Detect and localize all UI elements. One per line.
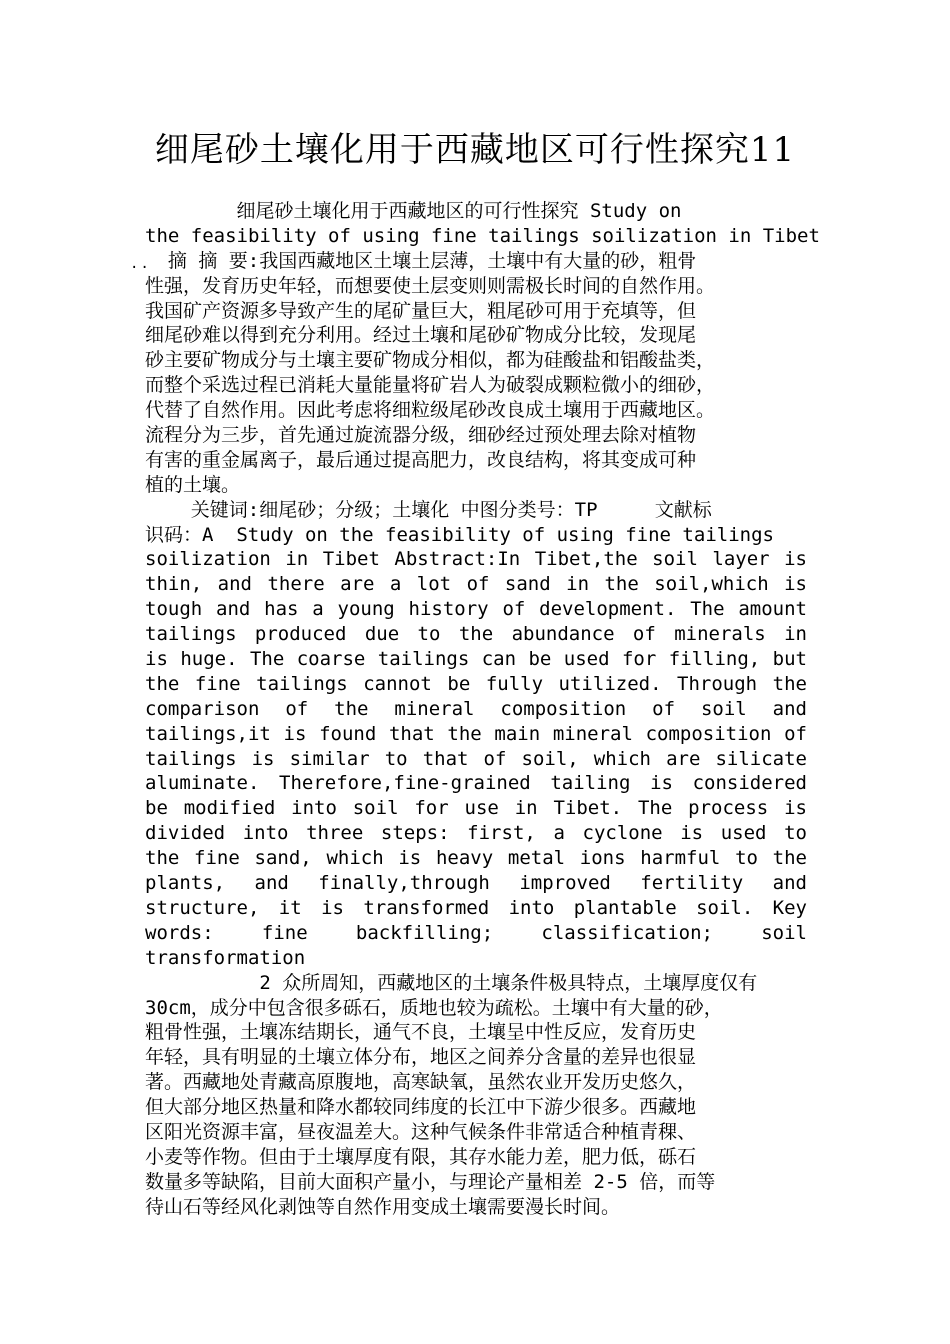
text-line: 流程分为三步，首先通过旋流器分级，细砂经过预处理去除对植物 [145,424,697,447]
text-line: be modified into soil for use in Tibet. The process is [145,797,807,820]
text-line: aluminate. Therefore,fine-grained tailing is considered [145,772,807,795]
text-line: 30cm，成分中包含很多砾石，质地也较为疏松。土壤中有大量的砂， [145,996,723,1019]
text-line: 我国矿产资源多导致产生的尾矿量巨大，粗尾砂可用于充填等，但 [145,299,697,322]
text-line: tailings produced due to the abundance of minerals in [145,623,807,646]
text-line: comparison of the mineral composition of soil and [145,697,807,720]
text-line: words: fine backfilling; classification; soil [145,921,807,944]
text-line: the feasibility of using fine tailings soilization in Tibet [145,224,820,247]
document-title: 细尾砂土壤化用于西藏地区可行性探究11 [154,130,796,170]
text-line: thin, and there are a lot of sand in the soil,which is [145,573,807,596]
document-body [145,199,820,1220]
text-line: the fine tailings cannot be fully utilized. Through the [145,672,807,695]
text-line: 识码：A Study on the feasibility of using fine tailings [145,523,774,546]
text-line: structure, it is transformed into plantable soil. Key [145,896,807,919]
text-line: 代替了自然作用。因此考虑将细粒级尾砂改良成土壤用于西藏地区。 [145,399,716,422]
text-line: 摘 摘 要:我国西藏地区土壤土层薄，土壤中有大量的砂，粗骨 [145,249,697,272]
text-line: tailings,it is found that the main mineral composition of [145,722,807,745]
text-line: 数量多等缺陷，目前大面积产量小，与理论产量相差 2-5 倍，而等 [145,1170,716,1193]
text-line: 年轻，具有明显的土壤立体分布，地区之间养分含量的差异也很显 [145,1046,697,1069]
text-line: 但大部分地区热量和降水都较同纬度的长江中下游少很多。西藏地 [145,1096,697,1119]
text-line: transformation [145,946,306,969]
text-line: 区阳光资源丰富，昼夜温差大。这种气候条件非常适合种植青稞、 [145,1120,697,1143]
text-line: 而整个采选过程已消耗大量能量将矿岩人为破裂成颗粒微小的细砂， [145,374,716,397]
text-line: 关键词:细尾砂；分级；土壤化 中图分类号：TP 文献标 [145,498,712,521]
text-line: plants, and finally,through improved fertility and [145,872,807,895]
text-line: tough and has a young history of development. The amount [145,598,807,621]
text-line: 有害的重金属离子，最后通过提高肥力，改良结构，将其变成可种 [145,448,697,471]
text-line: divided into three steps: first, a cyclone is used to [145,822,807,845]
text-line: 细尾砂难以得到充分利用。经过土壤和尾砂矿物成分比较，发现尾 [145,324,697,347]
text-line: the fine sand, which is heavy metal ions harmful to the [145,847,807,870]
list-marker: .. [130,256,151,272]
text-line: 细尾砂土壤化用于西藏地区的可行性探究 Study on [145,200,682,222]
text-line: 砂主要矿物成分与土壤主要矿物成分相似，都为硅酸盐和铝酸盐类， [145,349,716,372]
text-line: 性强，发育历史年轻，而想要使土层变则则需极长时间的自然作用。 [145,274,716,297]
text-line: 待山石等经风化剥蚀等自然作用变成土壤需要漫长时间。 [145,1195,621,1218]
text-line: 2 众所周知，西藏地区的土壤条件极具特点，土壤厚度仅有 [145,971,758,994]
text-line: 著。西藏地处青藏高原腹地，高寒缺氧，虽然农业开发历史悠久， [145,1071,697,1094]
text-line: soilization in Tibet Abstract:In Tibet,the soil layer is [145,548,807,571]
text-line: tailings is similar to that of soil, which are silicate [145,747,807,770]
text-line: 粗骨性强，土壤冻结期长，通气不良，土壤呈中性反应，发育历史 [145,1021,697,1044]
text-line: 植的土壤。 [145,473,241,496]
text-line: is huge. The coarse tailings can be used for filling, but [145,648,807,671]
text-line: 小麦等作物。但由于土壤厚度有限，其存水能力差，肥力低，砾石 [145,1145,697,1168]
